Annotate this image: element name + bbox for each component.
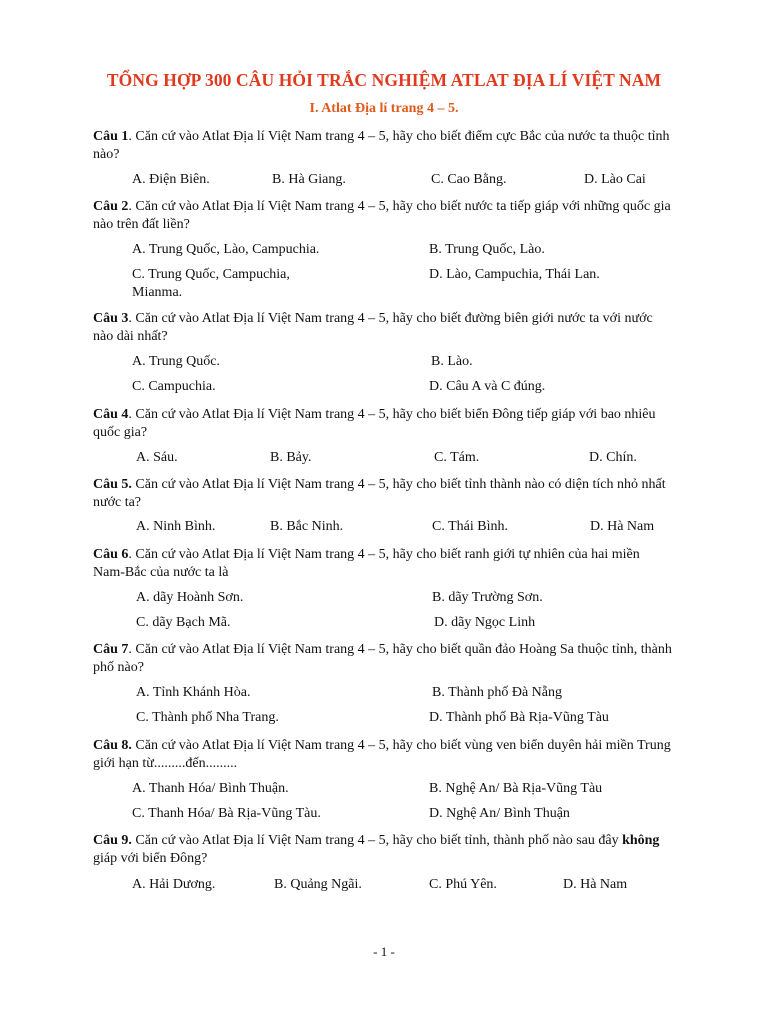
- option-c: C. Thành phố Nha Trang.: [136, 710, 279, 725]
- option-a: A. Tỉnh Khánh Hòa.: [136, 685, 251, 700]
- question-text-end: giáp với biển Đông?: [93, 850, 208, 866]
- option-a: A. Ninh Bình.: [136, 519, 216, 534]
- question-8: [93, 737, 673, 772]
- option-b: B. Bắc Ninh.: [270, 519, 344, 534]
- question-label: Câu 2: [93, 199, 129, 214]
- option-a: A. Trung Quốc.: [132, 354, 220, 369]
- option-a: A. Điện Biên.: [132, 172, 210, 187]
- question-2: [93, 198, 673, 233]
- option-b: B. Thành phố Đà Nẵng: [432, 685, 562, 700]
- option-b: B. Trung Quốc, Lào.: [429, 242, 545, 257]
- option-c: C. Trung Quốc, Campuchia, Mianma.: [132, 267, 290, 300]
- question-label: Câu 5.: [93, 477, 132, 492]
- option-b: B. Nghệ An/ Bà Rịa-Vũng Tàu: [429, 781, 603, 796]
- question-text: . Căn cứ vào Atlat Địa lí Việt Nam trang 4 – 5, hãy cho biết điểm cực Bắc của nước ta thuộc tỉnh nào?: [93, 129, 670, 162]
- question-3: [93, 310, 673, 345]
- question-label: Câu 8.: [93, 738, 132, 753]
- option-c: C. dãy Bạch Mã.: [136, 615, 231, 630]
- question-text: . Căn cứ vào Atlat Địa lí Việt Nam trang 4 – 5, hãy cho biết đường biên giới nước ta với nước nào dài nhất?: [93, 311, 653, 344]
- question-label: Câu 1: [93, 129, 129, 144]
- document-title: TỔNG HỢP 300 CÂU HỎI TRẮC NGHIỆM ATLAT ĐỊA LÍ VIỆT NAM: [106, 70, 662, 90]
- question-text: Căn cứ vào Atlat Địa lí Việt Nam trang 4 – 5, hãy cho biết tỉnh, thành phố nào sau đây: [131, 833, 623, 848]
- option-d: D. Nghệ An/ Bình Thuận: [429, 806, 570, 821]
- section-heading: I. Atlat Địa lí trang 4 – 5.: [309, 101, 459, 116]
- option-d: D. Thành phố Bà Rịa-Vũng Tàu: [429, 710, 609, 725]
- question-label: Câu 9.: [93, 833, 132, 848]
- option-c: C. Tám.: [434, 450, 480, 465]
- option-d: D. Câu A và C đúng.: [429, 379, 546, 394]
- question-6: [93, 546, 673, 581]
- question-1: [93, 128, 673, 163]
- question-9: [93, 832, 673, 867]
- question-5: [93, 476, 673, 511]
- option-c: C. Phú Yên.: [429, 877, 497, 892]
- question-7: [93, 641, 673, 676]
- option-c: C. Cao Bằng.: [431, 172, 507, 187]
- question-4: [93, 406, 673, 441]
- option-b: B. Lào.: [431, 354, 473, 369]
- question-text: . Căn cứ vào Atlat Địa lí Việt Nam trang 4 – 5, hãy cho biết nước ta tiếp giáp với những quốc gia nào trên đất liền?: [93, 199, 671, 232]
- option-d: D. Lào Cai: [584, 172, 646, 187]
- option-d: D. dãy Ngọc Linh: [434, 615, 536, 630]
- option-d: D. Lào, Campuchia, Thái Lan.: [429, 267, 600, 282]
- option-a: A. Trung Quốc, Lào, Campuchia.: [132, 242, 320, 257]
- question-label: Câu 7: [93, 642, 129, 657]
- question-label: Câu 6: [93, 547, 129, 562]
- question-emphasis: không: [622, 833, 660, 848]
- question-label: Câu 4: [93, 407, 129, 422]
- option-b: B. Quảng Ngãi.: [274, 877, 362, 892]
- option-d: D. Chín.: [589, 450, 637, 465]
- option-d: D. Hà Nam: [563, 877, 628, 892]
- option-c: C. Campuchia.: [132, 379, 216, 394]
- option-a: A. Hải Dương.: [132, 877, 216, 892]
- question-text: Căn cứ vào Atlat Địa lí Việt Nam trang 4 – 5, hãy cho biết tỉnh thành nào có diện tích nhỏ nhất nước ta?: [93, 477, 666, 510]
- question-text: . Căn cứ vào Atlat Địa lí Việt Nam trang 4 – 5, hãy cho biết quần đảo Hoàng Sa thuộc tỉnh, thành phố nào?: [93, 642, 672, 675]
- option-d: D. Hà Nam: [590, 519, 655, 534]
- option-a: A. Thanh Hóa/ Bình Thuận.: [132, 781, 289, 796]
- option-b: B. dãy Trường Sơn.: [432, 590, 543, 605]
- question-text: . Căn cứ vào Atlat Địa lí Việt Nam trang 4 – 5, hãy cho biết biển Đông tiếp giáp với bao nhiêu quốc gia?: [93, 407, 656, 440]
- option-a: A. Sáu.: [136, 450, 178, 465]
- option-c: C. Thái Bình.: [432, 519, 508, 534]
- question-label: Câu 3: [93, 311, 129, 326]
- option-a: A. dãy Hoành Sơn.: [136, 590, 244, 605]
- option-b: B. Bảy.: [270, 450, 312, 465]
- page-number: - 1 -: [373, 944, 395, 959]
- option-b: B. Hà Giang.: [272, 172, 346, 187]
- question-text: Căn cứ vào Atlat Địa lí Việt Nam trang 4 – 5, hãy cho biết vùng ven biển duyên hải miền Trung giới hạn từ.........đến.........: [93, 738, 671, 771]
- question-text: . Căn cứ vào Atlat Địa lí Việt Nam trang 4 – 5, hãy cho biết ranh giới tự nhiên của hai miền Nam-Bắc của nước ta là: [93, 547, 640, 580]
- option-c: C. Thanh Hóa/ Bà Rịa-Vũng Tàu.: [132, 806, 321, 821]
